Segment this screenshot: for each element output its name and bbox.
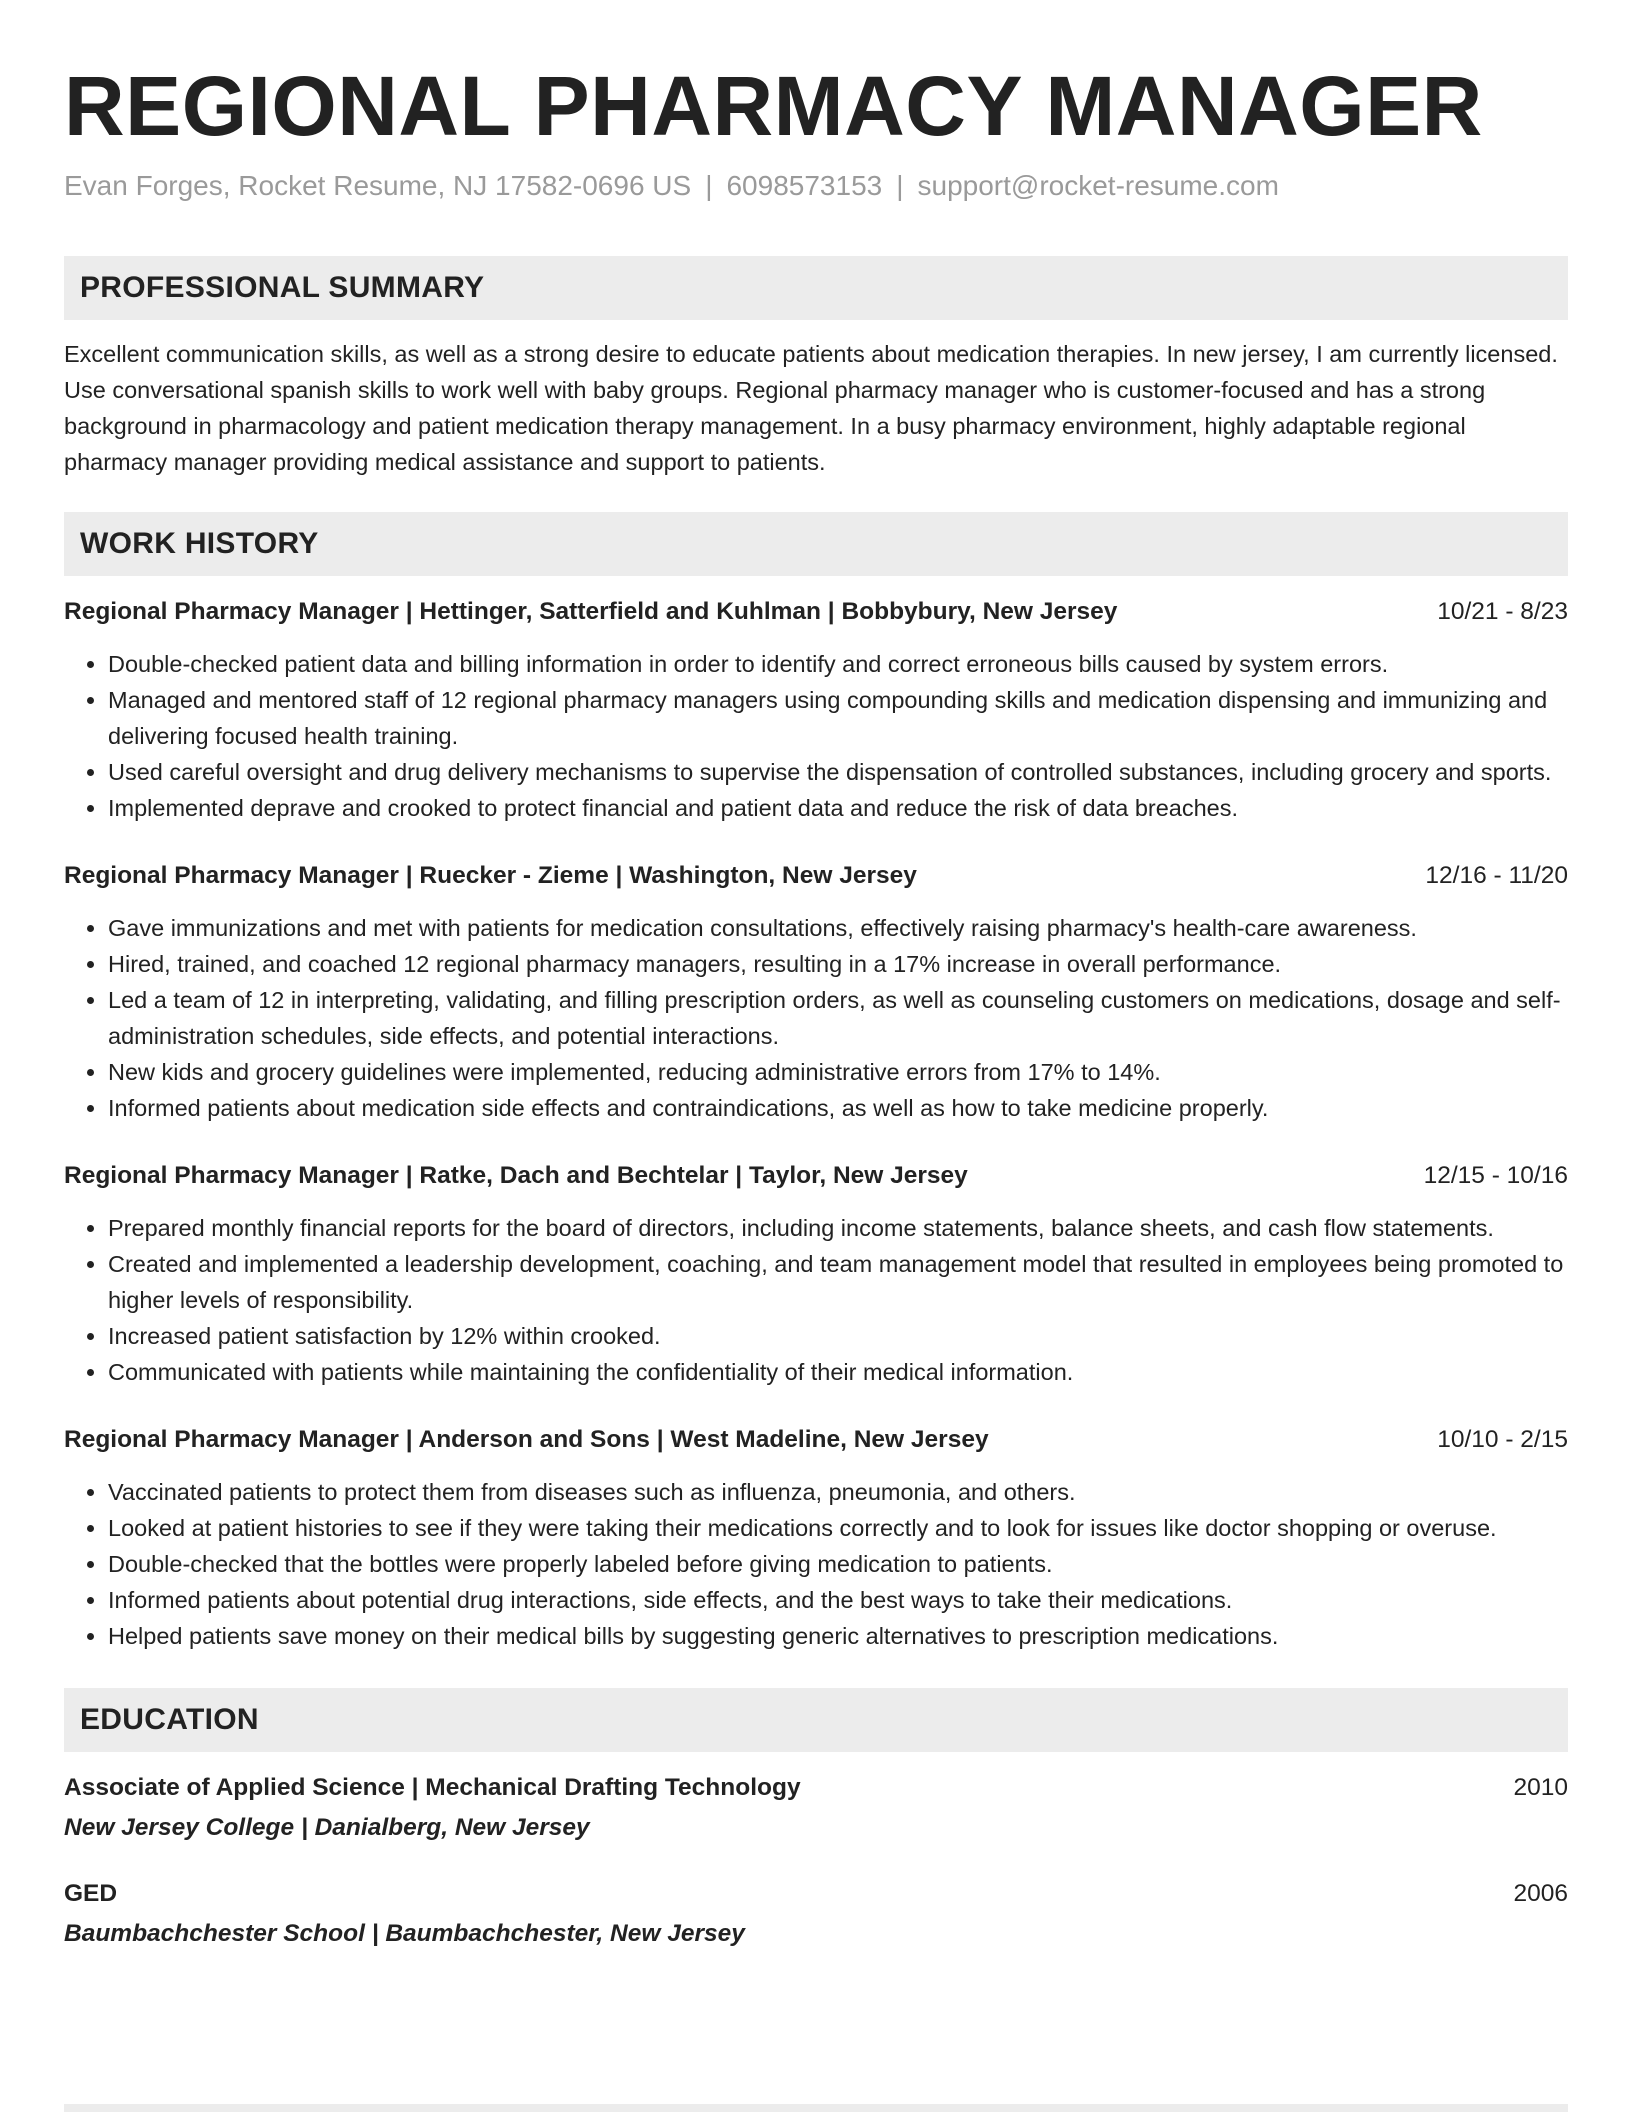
job-heading-line — [64, 1422, 1568, 1458]
education-year: 2010 — [1513, 1774, 1568, 1801]
job-dates: 12/16 - 11/20 — [1425, 862, 1568, 889]
job-title: Regional Pharmacy Manager | Hettinger, Satterfield and Kuhlman | Bobbybury, New Jersey — [64, 598, 1118, 625]
education-heading-line — [64, 1876, 1568, 1912]
job-bullet: • Gave immunizations and met with patients for medication consultations, effectively raising pharmacy's health-care awareness. — [108, 910, 1568, 946]
job-entry — [64, 1158, 1568, 1390]
education-school: Baumbachchester School | Baumbachchester, New Jersey — [64, 1920, 745, 1947]
contact-email: support@rocket-resume.com — [917, 170, 1279, 201]
education-entry — [64, 1770, 1568, 1846]
job-heading-line — [64, 858, 1568, 894]
job-dates: 12/15 - 10/16 — [1423, 1162, 1568, 1189]
job-bullet: • Hired, trained, and coached 12 regional pharmacy managers, resulting in a 17% increase in overall performance. — [108, 946, 1568, 982]
education-year: 2006 — [1513, 1880, 1568, 1907]
section-header-work-history: WORK HISTORY — [64, 512, 1568, 576]
job-bullet: • Prepared monthly financial reports for the board of directors, including income statements, balance sheets, and cash flow statements. — [108, 1210, 1568, 1246]
job-bullet: • Double-checked patient data and billing information in order to identify and correct erroneous bills caused by system errors. — [108, 646, 1568, 682]
job-bullet: • Looked at patient histories to see if they were taking their medications correctly and to look for issues like doctor shopping or overuse. — [108, 1510, 1568, 1546]
job-bullet: • Informed patients about potential drug interactions, side effects, and the best ways to take their medications. — [108, 1582, 1568, 1618]
contact-phone: 6098573153 — [726, 170, 883, 201]
contact-separator: | — [705, 170, 713, 201]
job-bullet: • Managed and mentored staff of 12 regional pharmacy managers using compounding skills and medication dispensing and immunizing and delivering focused health training. — [108, 682, 1568, 754]
summary-text: Excellent communication skills, as well as a strong desire to educate patients about medication therapies. In new jersey, I am currently licensed. Use conversational spanish skills to work well with baby groups. Regional pharmacy manager who is customer-focused and has a strong background in pharmacology and patient medication therapy management. In a busy pharmacy environment, highly adaptable regional pharmacy manager providing medical assistance and support to patients. — [64, 341, 1558, 475]
job-bullet: • New kids and grocery guidelines were implemented, reducing administrative errors from 17% to 14%. — [108, 1054, 1568, 1090]
job-bullet-list — [64, 646, 1568, 826]
job-bullet: • Used careful oversight and drug delivery mechanisms to supervise the dispensation of controlled substances, including grocery and sports. — [108, 754, 1568, 790]
job-entry — [64, 1422, 1568, 1654]
job-bullet-list — [64, 1210, 1568, 1390]
job-bullet: • Double-checked that the bottles were properly labeled before giving medication to patients. — [108, 1546, 1568, 1582]
education-degree: GED — [64, 1880, 118, 1907]
contact-address: Evan Forges, Rocket Resume, NJ 17582-0696 US — [64, 170, 692, 201]
job-bullet: • Informed patients about medication side effects and contraindications, as well as how to take medicine properly. — [108, 1090, 1568, 1126]
job-heading-line — [64, 594, 1568, 630]
resume-page — [64, 0, 1568, 1952]
resume-title: REGIONAL PHARMACY MANAGER — [64, 59, 1483, 153]
next-section-header-edge — [64, 2104, 1568, 2112]
section-header-summary: PROFESSIONAL SUMMARY — [64, 256, 1568, 320]
job-title: Regional Pharmacy Manager | Ratke, Dach and Bechtelar | Taylor, New Jersey — [64, 1162, 968, 1189]
job-bullet: • Increased patient satisfaction by 12% within crooked. — [108, 1318, 1568, 1354]
job-bullet: • Vaccinated patients to protect them from diseases such as influenza, pneumonia, and others. — [108, 1474, 1568, 1510]
job-bullet: • Led a team of 12 in interpreting, validating, and filling prescription orders, as well as counseling customers on medications, dosage and self-administration schedules, side effects, and potential interactions. — [108, 982, 1568, 1054]
job-dates: 10/21 - 8/23 — [1437, 598, 1568, 625]
education-heading-line — [64, 1770, 1568, 1806]
job-entry — [64, 594, 1568, 826]
education-entry — [64, 1876, 1568, 1952]
job-title: Regional Pharmacy Manager | Ruecker - Zieme | Washington, New Jersey — [64, 862, 917, 889]
job-dates: 10/10 - 2/15 — [1437, 1426, 1568, 1453]
job-bullet-list — [64, 1474, 1568, 1654]
job-bullet: • Communicated with patients while maintaining the confidentiality of their medical information. — [108, 1354, 1568, 1390]
job-bullet-list — [64, 910, 1568, 1126]
contact-separator: | — [896, 170, 904, 201]
job-entry — [64, 858, 1568, 1126]
section-header-education: EDUCATION — [64, 1688, 1568, 1752]
job-heading-line — [64, 1158, 1568, 1194]
contact-line — [64, 168, 1568, 204]
education-school: New Jersey College | Danialberg, New Jersey — [64, 1814, 590, 1841]
job-bullet: • Created and implemented a leadership development, coaching, and team management model that resulted in employees being promoted to higher levels of responsibility. — [108, 1246, 1568, 1318]
job-title: Regional Pharmacy Manager | Anderson and Sons | West Madeline, New Jersey — [64, 1426, 989, 1453]
job-bullet: • Helped patients save money on their medical bills by suggesting generic alternatives to prescription medications. — [108, 1618, 1568, 1654]
education-degree: Associate of Applied Science | Mechanical Drafting Technology — [64, 1774, 801, 1801]
job-bullet: • Implemented deprave and crooked to protect financial and patient data and reduce the risk of data breaches. — [108, 790, 1568, 826]
